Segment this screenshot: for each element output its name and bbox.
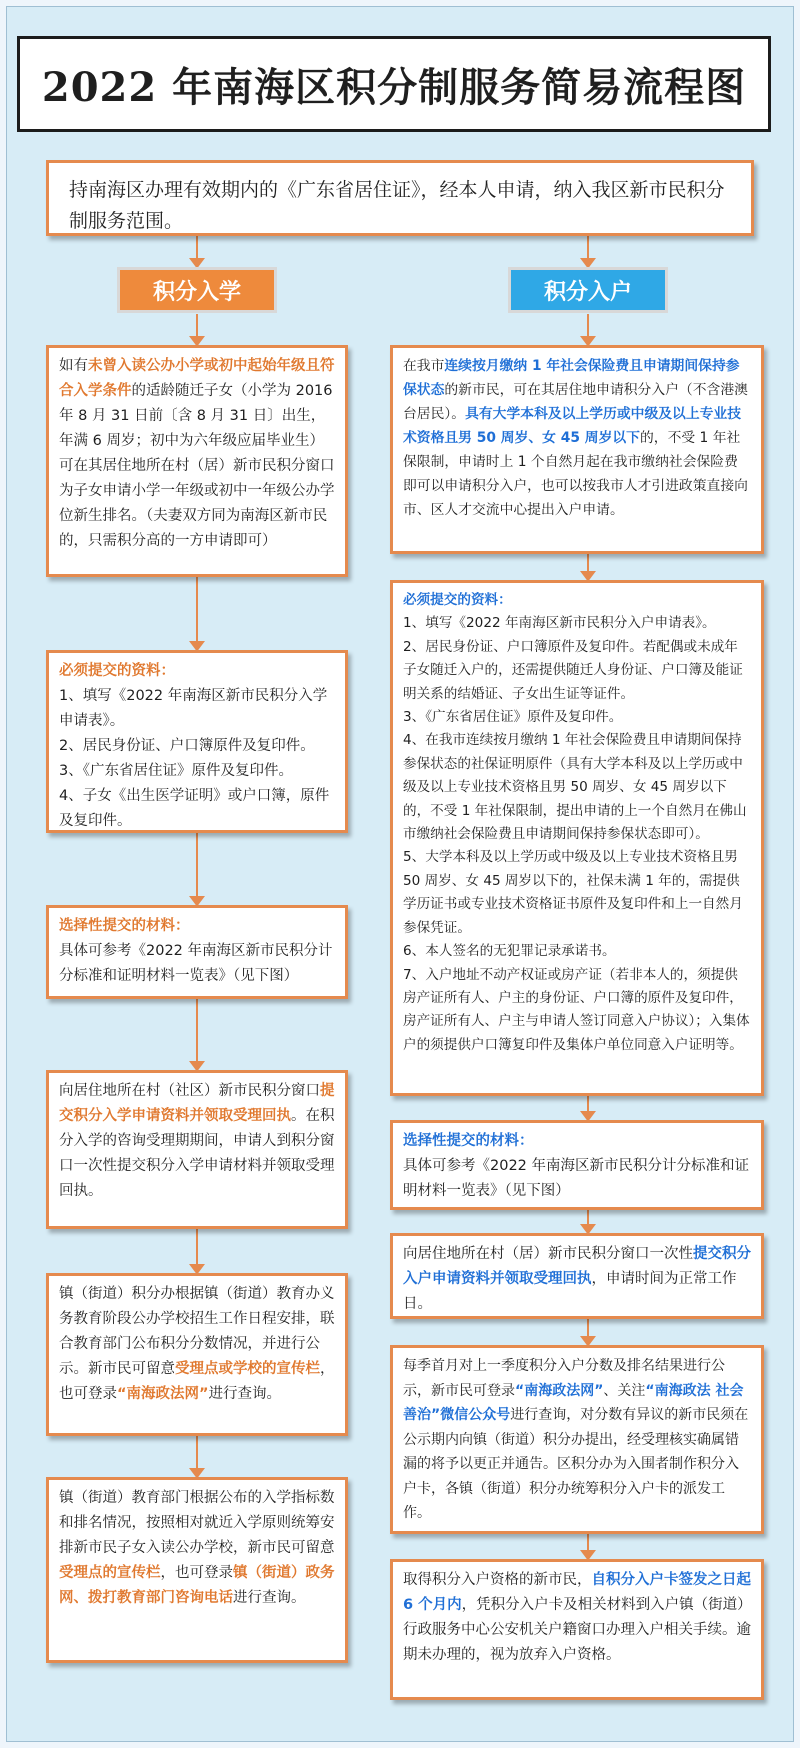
- right-required-doc-item: 4、在我市连续按月缴纳 1 年社会保险费且申请期间保持参保状态的社保证明原件（具有大学本科及以上学历或中级及以上专业技术资格且男 50 周岁、女 45 周岁以下的，不受 1 年社保限制，提出申请的上一个自然月在佛山市缴纳社会保险费且申请期间保持参保状态即可）。: [403, 732, 747, 843]
- right-eligibility-mid: 的新市民，可在其居住地申请积分入户（不含港澳台居民）。: [403, 382, 748, 422]
- left-submit-pre: 向居住地所在村（社区）新市民积分窗口: [59, 1083, 320, 1099]
- right-required-doc-item: 7、入户地址不动产权证或房产证（若非本人的，须提供房产证所有人、户主的身份证、户口簿的原件及复印件，房产证所有人、户主与申请人签订同意入户协议）；入集体户的须提供户口簿复印件及集体户单位同意入户证明等。: [403, 966, 750, 1053]
- right-required-docs-heading: 必须提交的资料：: [403, 592, 512, 608]
- right-eligibility-box: [390, 345, 764, 554]
- left-publicity-post: 进行查询。: [208, 1386, 282, 1402]
- right-household-pre: 取得积分入户资格的新市民，: [403, 1572, 592, 1588]
- left-eligibility-post: 的适龄随迁子女（小学为 2016 年 8 月 31 日前〔含 8 月 31 日〕出生，年满 6 周岁；初中为六年级应届毕业生）可在其居住地所在村（居）新市民积分窗口为子女申请小学一年级或初中一年级公办学位新生排名。（夫妻双方同为南海区新市民的，只需积分高的一方申请即可）: [59, 383, 335, 549]
- left-placement-pre: 镇（街道）教育部门根据公布的入学指标数和排名情况，按照相对就近入学原则统筹安排新市民子女入读公办学校，新市民可留意: [59, 1490, 335, 1556]
- right-eligibility-highlight-1: 连续按月缴纳 1 年社会保险费且申请期间保持参保状态: [403, 358, 740, 398]
- left-eligibility-highlight: 未曾入读公办小学或初中起始年级且符合入学条件: [59, 358, 335, 399]
- left-placement-highlight-1: 受理点的宣传栏: [59, 1565, 161, 1581]
- right-required-doc-item: 2、居民身份证、户口簿原件及复印件。若配偶或未成年子女随迁入户的，还需提供随迁人身份证、户口簿及能证明关系的结婚证、子女出生证等证件。: [403, 638, 743, 702]
- right-publicity-mid: 、关注: [603, 1382, 646, 1399]
- right-submit-highlight: 提交积分入户申请资料并领取受理回执: [403, 1246, 751, 1287]
- right-optional-docs-box: [390, 1120, 764, 1210]
- arrow-right-1: [582, 259, 594, 267]
- header-points-household-registration: 积分入户: [508, 267, 668, 313]
- right-publicity-highlight-2: “南海政法 社会善治”微信公众号: [403, 1382, 744, 1423]
- left-placement-highlight-2: 镇（街道）政务网、拨打教育部门咨询电话: [59, 1565, 335, 1606]
- right-eligibility-post: 的，不受 1 年社保限制，申请时上 1 个自然月起在我市缴纳社会保险费即可以申请积分入户，也可以按我市人才引进政策直接向市、区人才交流中心提出入户申请。: [403, 430, 748, 518]
- right-household-box: [390, 1559, 764, 1700]
- left-required-doc-item: 4、子女《出生医学证明》或户口簿，原件及复印件。: [59, 788, 330, 829]
- left-placement-box: [46, 1477, 348, 1663]
- right-submit-box: [390, 1233, 764, 1319]
- left-submit-post: 。在积分入学的咨询受理期期间，申请人到积分窗口一次性提交积分入学申请材料并领取受理回执。: [59, 1108, 335, 1199]
- right-required-doc-item: 3、《广东省居住证》原件及复印件。: [403, 709, 623, 726]
- right-publicity-post: 进行查询，对分数有异议的新市民须在公示期内向镇（街道）积分办提出，经受理核实确属错漏的将予以更正并通告。区积分办为入围者制作积分入户卡，各镇（街道）积分办统筹积分入户卡的派发工作。: [403, 1407, 749, 1521]
- left-required-doc-item: 2、居民身份证、户口簿原件及复印件。: [59, 738, 315, 754]
- right-required-doc-item: 6、本人签名的无犯罪记录承诺书。: [403, 943, 616, 960]
- right-optional-docs-heading: 选择性提交的材料：: [403, 1133, 534, 1149]
- right-submit-post: ，申请时间为正常工作日。: [403, 1271, 737, 1312]
- left-publicity-highlight-1: 受理点或学校的宣传栏: [175, 1361, 320, 1377]
- left-publicity-highlight-2: “南海政法网”: [117, 1386, 209, 1402]
- right-eligibility-highlight-2: 具有大学本科及以上学历或中级及以上专业技术资格且男 50 周岁、女 45 周岁以下: [403, 406, 742, 446]
- right-submit-pre: 向居住地所在村（居）新市民积分窗口一次性: [403, 1246, 693, 1262]
- left-placement-mid: ，也可登录: [160, 1565, 233, 1581]
- left-placement-post: 进行查询。: [233, 1590, 306, 1606]
- left-submit-box: [46, 1070, 348, 1229]
- left-required-doc-item: 1、填写《2022 年南海区新市民积分入学申请表》。: [59, 688, 328, 729]
- left-eligibility-box: [46, 345, 348, 577]
- right-required-docs-box: [390, 580, 764, 1096]
- left-optional-docs-heading: 选择性提交的材料：: [59, 918, 190, 934]
- intro-text: 持南海区办理有效期内的《广东省居住证》，经本人申请，纳入我区新市民积分制服务范围。: [69, 179, 725, 232]
- left-publicity-box: [46, 1273, 348, 1436]
- right-household-post: ，凭积分入户卡及相关材料到入户镇（街道）行政服务中心公安机关户籍窗口办理入户相关手续。逾期未办理的，视为放弃入户资格。: [403, 1597, 751, 1663]
- left-required-doc-item: 3、《广东省居住证》原件及复印件。: [59, 763, 293, 779]
- left-publicity-pre: 镇（街道）积分办根据镇（街道）教育办义务教育阶段公办学校招生工作日程安排，联合教育部门公布积分分数情况，并进行公示。新市民可留意: [59, 1286, 335, 1377]
- right-publicity-box: [390, 1345, 764, 1534]
- left-submit-highlight: 提交积分入学申请资料并领取受理回执: [59, 1083, 335, 1124]
- page-title: 2022 年南海区积分制服务简易流程图: [17, 36, 771, 132]
- right-optional-docs-text: 具体可参考《2022 年南海区新市民积分计分标准和证明材料一览表》（见下图）: [403, 1158, 750, 1199]
- right-required-doc-item: 1、填写《2022 年南海区新市民积分入户申请表》。: [403, 615, 716, 632]
- left-required-docs-box: [46, 650, 348, 833]
- left-optional-docs-text: 具体可参考《2022 年南海区新市民积分计分标准和证明材料一览表》（见下图）: [59, 943, 333, 984]
- right-eligibility-pre: 在我市: [403, 358, 445, 374]
- left-eligibility-pre: 如有: [59, 358, 88, 374]
- right-publicity-pre: 每季首月对上一季度积分入户分数及排名结果进行公示，新市民可登录: [403, 1358, 725, 1399]
- header-points-school-enrollment: 积分入学: [117, 267, 277, 313]
- left-required-docs-heading: 必须提交的资料：: [59, 663, 175, 679]
- intro-box: [46, 160, 754, 236]
- left-publicity-mid: ，也可登录: [59, 1361, 335, 1402]
- right-required-doc-item: 5、大学本科及以上学历或中级及以上专业技术资格且男 50 周岁、女 45 周岁以下的，社保未满 1 年的，需提供学历证书或专业技术资格证书原件及复印件和上一自然月参保凭证。: [403, 849, 743, 936]
- arrow-left-1: [191, 259, 203, 267]
- left-optional-docs-box: [46, 905, 348, 999]
- right-household-highlight: 自积分入户卡签发之日起 6 个月内: [403, 1572, 751, 1613]
- right-publicity-highlight-1: “南海政法网”: [515, 1382, 604, 1399]
